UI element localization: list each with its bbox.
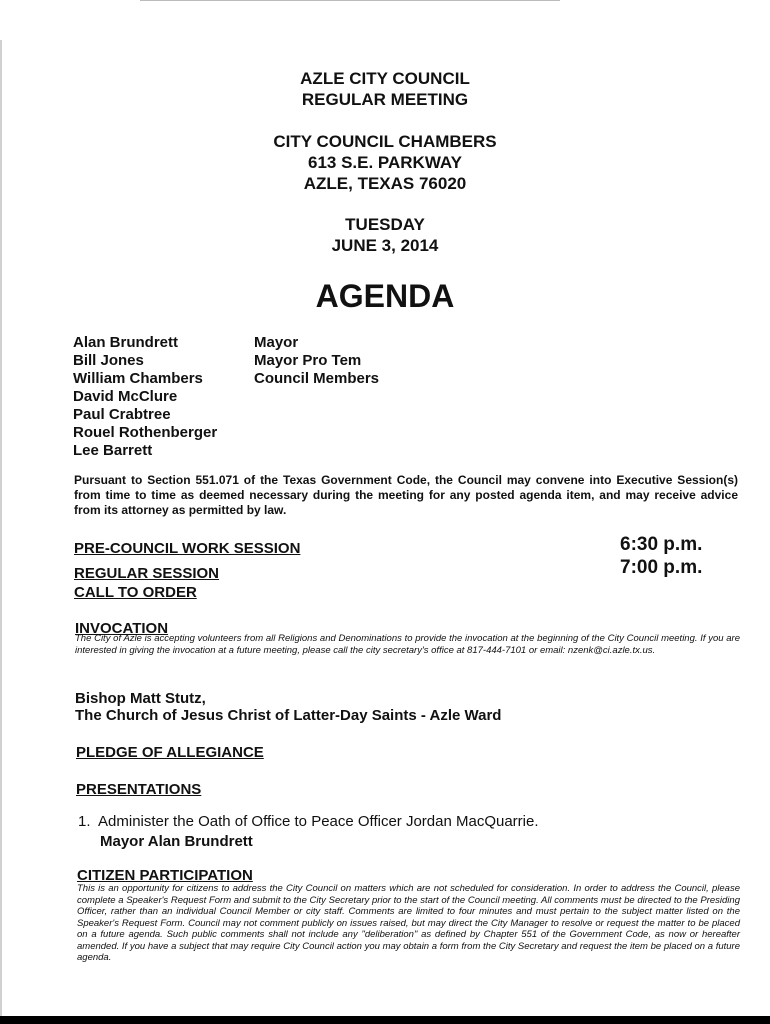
invocation-speaker: Bishop Matt Stutz, (75, 690, 206, 707)
member-name: David McClure (73, 388, 178, 405)
regular-session-time: 7:00 p.m. (620, 557, 703, 578)
address: 613 S.E. PARKWAY (307, 153, 462, 172)
item-number: 1. (78, 813, 91, 830)
page-title: AGENDA (315, 278, 455, 314)
scan-bottom-edge (0, 1016, 770, 1024)
executive-session-notice: Pursuant to Section 551.071 of the Texas Government Code, the Council may convene into Executive Session(s) from time to time as deemed necessary during the meeting for any posted agenda item, and may receive advice from its attorney as permitted by law. (74, 473, 738, 517)
city: AZLE, TEXAS 76020 (303, 174, 467, 193)
member-name: Alan Brundrett (73, 334, 178, 351)
venue: CITY COUNCIL CHAMBERS (273, 132, 497, 151)
item-presenter: Mayor Alan Brundrett (100, 833, 253, 850)
council-members-list (73, 334, 217, 460)
meeting-day: TUESDAY (345, 215, 425, 234)
org-name: AZLE CITY COUNCIL (300, 69, 470, 88)
citizen-participation-note: This is an opportunity for citizens to address the City Council on matters which are not scheduled for consideration. In order to address the Council, please complete a Speaker's Request Form and submit to the City Secretary prior to the start of the Council meeting. All comments must be directed to the Presiding Officer, rather than an individual Council Member or city staff. Comments are limited to four minutes and must pertain to the subject matter listed on the Speaker's Request Form. Council may not comment publicly on issues raised, but may direct the City Manager to resolve or request the matter to be placed on a future agenda. Such public comments shall not include any "deliberation" as defined by Chapter 551 of the Government Code, as now or hereafter amended. If you have a subject that may require City Council action you may obtain a form from the City Secretary and request the item be placed on a future agenda. (77, 883, 740, 963)
regular-session-heading: REGULAR SESSION (74, 565, 220, 582)
meeting-type: REGULAR MEETING (301, 90, 469, 109)
item-text: Administer the Oath of Office to Peace Officer Jordan MacQuarrie. (98, 813, 539, 830)
member-name: Paul Crabtree (73, 406, 171, 423)
member-name: William Chambers (73, 370, 203, 387)
presentations-heading: PRESENTATIONS (76, 781, 202, 798)
pre-council-time: 6:30 p.m. (620, 534, 703, 555)
council-roles-list (254, 334, 379, 388)
role-label: Mayor (254, 334, 299, 351)
invocation-heading: INVOCATION (75, 620, 169, 637)
citizen-participation-heading: CITIZEN PARTICIPATION (77, 867, 253, 884)
member-name: Bill Jones (73, 352, 144, 369)
call-to-order-heading: CALL TO ORDER (74, 584, 197, 601)
member-name: Lee Barrett (73, 442, 153, 459)
scan-top-edge (140, 0, 560, 1)
pre-council-heading: PRE-COUNCIL WORK SESSION (74, 540, 301, 557)
invocation-note: The City of Azle is accepting volunteers from all Religions and Denominations to provide the invocation at the beginning of the City Council meeting. If you are interested in giving the invocation at a future meeting, please call the city secretary's office at 817-444-7101 or email: nzenk@ci.azle.tx.us. (75, 633, 740, 656)
pledge-heading: PLEDGE OF ALLEGIANCE (76, 744, 264, 761)
member-name: Rouel Rothenberger (73, 424, 218, 441)
role-label: Mayor Pro Tem (254, 352, 362, 369)
presentation-item (78, 813, 539, 830)
role-label: Council Members (254, 370, 380, 387)
invocation-affiliation: The Church of Jesus Christ of Latter-Day Saints - Azle Ward (75, 707, 502, 724)
meeting-date: JUNE 3, 2014 (331, 236, 439, 255)
